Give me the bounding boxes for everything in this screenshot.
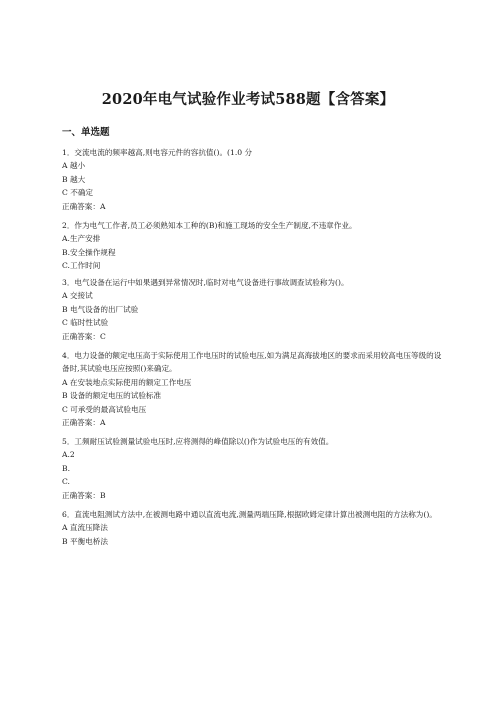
question-answer: 正确答案：A — [62, 418, 106, 428]
question-stem: 6．直流电阻测试方法中,在被测电路中通以直流电流,测量两端压降,根据欧姆定律计算出被测电阻的方法称为()。 — [62, 510, 437, 519]
question-3 — [62, 276, 442, 343]
question-5 — [62, 435, 442, 502]
question-option: A 越小 — [62, 161, 86, 171]
question-answer: 正确答案：A — [62, 201, 106, 211]
question-stem: 2．作为电气工作者,员工必须熟知本工种的(B)和施工现场的安全生产制度,不违章作业。 — [62, 221, 357, 230]
question-option: A 交接试 — [62, 291, 93, 301]
question-option: B.安全操作规程 — [62, 247, 116, 257]
question-stem: 4．电力设备的额定电压高于实际使用工作电压时的试验电压,如为满足高海拔地区的要求而采用较高电压等级的设备时,其试验电压应按照()来确定。 — [62, 351, 442, 374]
question-option: C. — [62, 477, 70, 487]
question-option: C 临时性试验 — [62, 318, 109, 328]
question-2 — [62, 219, 442, 273]
question-stem: 5．工频耐压试验测量试验电压时,应将测得的峰值除以()作为试验电压的有效值。 — [62, 437, 334, 446]
document-title: 2020年电气试验作业考试588题【含答案】 — [101, 91, 395, 108]
question-stem: 3．电气设备在运行中如果遇到异常情况时,临时对电气设备进行事故调查试验称为()。 — [62, 278, 349, 287]
question-option: A 在安装地点实际使用的额定工作电压 — [62, 377, 192, 387]
question-option: A 直流压降法 — [62, 523, 108, 533]
question-option: C 可承受的最高试验电压 — [62, 404, 147, 414]
question-answer: 正确答案：C — [62, 331, 106, 341]
question-1 — [62, 146, 442, 213]
question-6 — [62, 508, 442, 548]
question-option: A.2 — [62, 450, 75, 460]
question-stem: 1．交流电流的频率越高,则电容元件的容抗值()。(1.0 分 — [62, 148, 253, 157]
question-answer: 正确答案：B — [62, 490, 106, 500]
question-4 — [62, 349, 442, 429]
question-option: C 不确定 — [62, 188, 94, 198]
question-option: B 平衡电桥法 — [62, 536, 108, 546]
question-option: B 设备的额定电压的试验标准 — [62, 391, 162, 401]
section-heading: 一、单选题 — [62, 127, 110, 138]
question-option: B. — [62, 463, 70, 473]
question-option: B 电气设备的出厂试验 — [62, 304, 139, 314]
question-option: C.工作时间 — [62, 261, 101, 271]
question-option: B 越大 — [62, 174, 86, 184]
question-option: A.生产安排 — [62, 234, 101, 244]
